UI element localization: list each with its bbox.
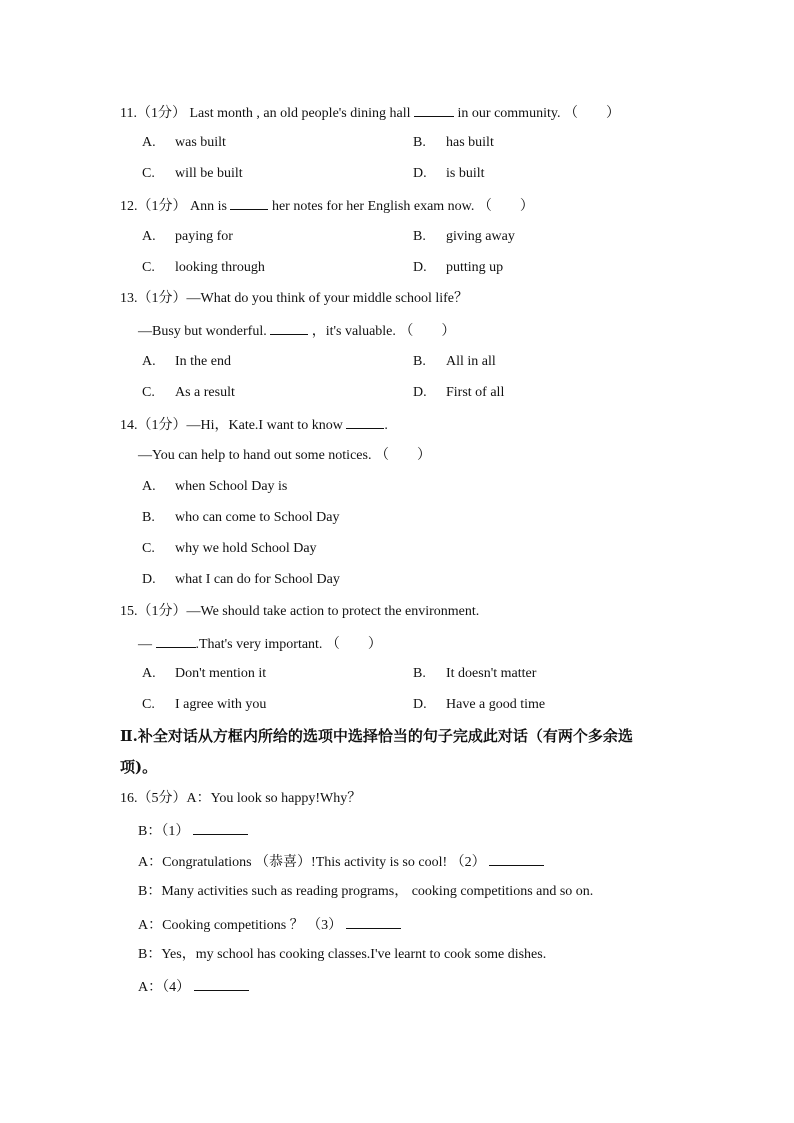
- question-11-text: 11.（1分） Last month , an old people's dining hall: [120, 106, 411, 121]
- option-a[interactable]: [142, 227, 233, 247]
- answer-blank[interactable]: [194, 976, 249, 991]
- question-14-line2: —You can help to hand out some notices. （ ）: [138, 448, 431, 463]
- answer-blank[interactable]: [156, 633, 196, 648]
- answer-blank[interactable]: [230, 195, 268, 210]
- option-label: A.: [142, 666, 156, 681]
- question-15-stem: 15.（1分）—We should take action to protect the environment.: [120, 604, 480, 619]
- question-15-line2: [138, 633, 382, 655]
- option-c[interactable]: [142, 539, 317, 559]
- option-c[interactable]: [142, 695, 266, 715]
- option-d[interactable]: [142, 570, 340, 590]
- section-heading-line2: 项)。: [120, 758, 158, 776]
- option-label: D.: [142, 572, 156, 587]
- option-label: C.: [142, 385, 155, 400]
- dialogue-line: [138, 976, 249, 998]
- option-c[interactable]: [142, 383, 235, 403]
- option-label: A.: [142, 479, 156, 494]
- option-text: It doesn't matter: [446, 666, 537, 681]
- question-16-stem: 16.（5分）A：You look so happy!Why？: [120, 791, 362, 806]
- option-text: when School Day is: [175, 479, 288, 494]
- option-b[interactable]: [413, 664, 536, 684]
- option-label: C.: [142, 260, 155, 275]
- option-d[interactable]: [413, 383, 504, 403]
- dialogue-line: [138, 820, 248, 842]
- option-text: will be built: [175, 166, 243, 181]
- option-text: Have a good time: [446, 697, 546, 712]
- option-b[interactable]: [413, 227, 515, 247]
- option-text: As a result: [175, 385, 235, 400]
- question-11-text-end: in our community. （ ）: [457, 106, 620, 121]
- option-a[interactable]: [142, 352, 231, 372]
- question-15-line2-end: .That's very important. （ ）: [195, 637, 382, 652]
- option-a[interactable]: [142, 133, 226, 153]
- question-13-line2-end: ，it's valuable. （ ）: [311, 324, 456, 339]
- dialogue-text: B：（1）: [138, 824, 190, 839]
- option-text: Don't mention it: [175, 666, 267, 681]
- dialogue-line: [138, 914, 401, 936]
- dialogue-line: [138, 851, 544, 873]
- dialogue-text: A：Congratulations （恭喜）!This activity is so cool! （2）: [138, 855, 486, 870]
- option-b[interactable]: [413, 352, 496, 372]
- option-text: has built: [446, 135, 494, 150]
- option-text: putting up: [446, 260, 504, 275]
- option-label: B.: [413, 666, 426, 681]
- option-label: C.: [142, 166, 155, 181]
- option-label: A.: [142, 229, 156, 244]
- option-d[interactable]: [413, 164, 485, 184]
- answer-blank[interactable]: [193, 820, 248, 835]
- option-text: In the end: [175, 354, 231, 369]
- question-13-line2: [138, 320, 455, 342]
- option-b[interactable]: [142, 508, 339, 528]
- option-a[interactable]: [142, 664, 266, 684]
- option-label: B.: [413, 354, 426, 369]
- dialogue-text: B：Many activities such as reading programs， cooking competitions and so on.: [138, 884, 594, 899]
- option-c[interactable]: [142, 258, 265, 278]
- option-b[interactable]: [413, 133, 494, 153]
- answer-blank[interactable]: [270, 320, 308, 335]
- option-label: D.: [413, 385, 427, 400]
- question-14-stem: [120, 414, 388, 436]
- option-label: B.: [413, 229, 426, 244]
- option-text: was built: [175, 135, 226, 150]
- option-text: I agree with you: [175, 697, 267, 712]
- option-label: A.: [142, 135, 156, 150]
- section-heading-cont: [120, 757, 157, 777]
- option-c[interactable]: [142, 164, 243, 184]
- dialogue-text: A：Cooking competitions ？ （3）: [138, 918, 343, 933]
- option-text: First of all: [446, 385, 505, 400]
- answer-blank[interactable]: [346, 914, 401, 929]
- option-text: giving away: [446, 229, 515, 244]
- section-heading: [120, 726, 633, 746]
- dialogue-line: [138, 882, 593, 902]
- question-11-stem: [120, 102, 620, 124]
- option-d[interactable]: [413, 695, 545, 715]
- option-a[interactable]: [142, 477, 287, 497]
- option-label: C.: [142, 697, 155, 712]
- dialogue-text: B：Yes，my school has cooking classes.I've learnt to cook some dishes.: [138, 947, 547, 962]
- question-13-stem: 13.（1分）—What do you think of your middle school life？: [120, 291, 469, 306]
- option-label: D.: [413, 166, 427, 181]
- option-text: who can come to School Day: [175, 510, 340, 525]
- option-text: is built: [446, 166, 485, 181]
- dialogue-line: [138, 945, 546, 965]
- answer-blank[interactable]: [346, 414, 384, 429]
- option-text: why we hold School Day: [175, 541, 317, 556]
- option-text: paying for: [175, 229, 233, 244]
- question-15-line2-dash: —: [138, 637, 152, 652]
- question-12-text: 12.（1分） Ann is: [120, 199, 227, 214]
- option-d[interactable]: [413, 258, 503, 278]
- option-label: B.: [142, 510, 155, 525]
- question-13-line2-text: —Busy but wonderful.: [138, 324, 267, 339]
- option-text: All in all: [446, 354, 496, 369]
- question-14-text-end: .: [384, 418, 388, 433]
- answer-blank[interactable]: [414, 102, 454, 117]
- option-label: B.: [413, 135, 426, 150]
- option-text: looking through: [175, 260, 265, 275]
- dialogue-text: A：（4）: [138, 980, 191, 995]
- question-12-text-end: her notes for her English exam now. （ ）: [271, 199, 534, 214]
- option-label: A.: [142, 354, 156, 369]
- question-12-stem: [120, 195, 534, 217]
- question-14-text: 14.（1分）—Hi，Kate.I want to know: [120, 418, 343, 433]
- option-label: C.: [142, 541, 155, 556]
- option-label: D.: [413, 260, 427, 275]
- option-label: D.: [413, 697, 427, 712]
- section-heading-line1: Ⅱ.补全对话从方框内所给的选项中选择恰当的句子完成此对话（有两个多余选: [120, 727, 633, 745]
- answer-blank[interactable]: [489, 851, 544, 866]
- option-text: what I can do for School Day: [175, 572, 340, 587]
